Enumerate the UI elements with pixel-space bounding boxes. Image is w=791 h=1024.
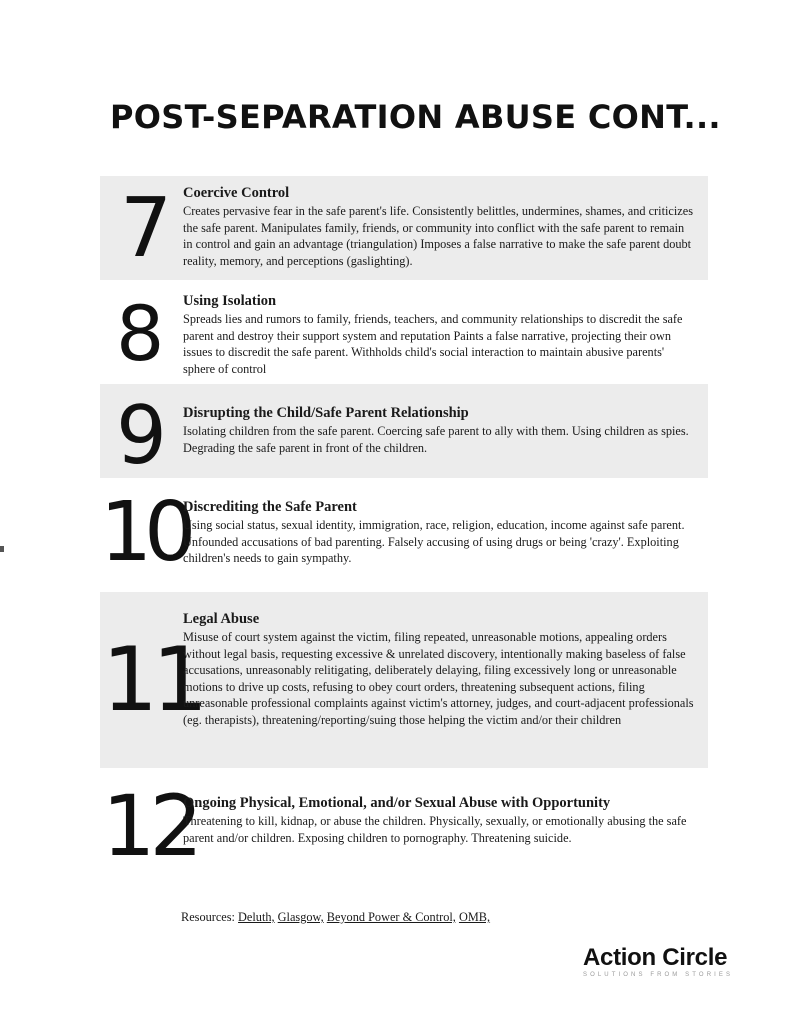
item-8-number: 8 xyxy=(116,289,165,378)
item-11-heading: Legal Abuse xyxy=(183,611,260,627)
resource-link-beyond-power-control[interactable]: Beyond Power & Control, xyxy=(326,910,456,924)
item-12-text: Threatening to kill, kidnap, or abuse the children. Physically, sexually, or emotionally abusing the safe parent and/or children. Exposing children to pornography. Threatening suicide. xyxy=(183,814,687,845)
logo-tagline: SOLUTIONS FROM STORIES xyxy=(583,972,734,978)
item-8-heading: Using Isolation xyxy=(183,293,277,309)
item-11-section xyxy=(100,592,708,768)
item-7-heading: Coercive Control xyxy=(183,185,290,201)
item-11-text: Misuse of court system against the victim, filing repeated, unreasonable motions, appealing orders without legal basis, requesting excessive & unrelated discovery, intentionally making baseless of false accusations, unreasonably relitigating, deliberately delaying, filing excessively long or unreasonable motions to drive up costs, refusing to obey court orders, threatening subsequent actions, filing unreasonable professional complaints against victim's attorney, judges, and court-adjacent professionals (eg. therapists), threatening/reporting/suing those helping the victim and/or their children xyxy=(183,630,694,727)
page-title: POST-SEPARATION ABUSE CONT... xyxy=(110,98,721,136)
item-12-number: 12 xyxy=(102,777,197,875)
item-7-section xyxy=(100,176,708,280)
resources-line xyxy=(181,910,490,925)
page-margin-mark xyxy=(0,546,4,552)
item-10-heading: Discrediting the Safe Parent xyxy=(183,499,357,515)
resource-link-glasgow[interactable]: Glasgow, xyxy=(277,910,324,924)
item-11-number: 11 xyxy=(102,628,202,731)
item-9-number: 9 xyxy=(116,389,167,482)
item-8-text: Spreads lies and rumors to family, friends, teachers, and community relationships to discredit the safe parent and destroy their support system and reputation Paints a false narrative, projecting their own issues to discredit the safe parent. Withholds child's social interaction to maintain abusive parents' sphere of control xyxy=(183,312,683,376)
item-8-section xyxy=(100,282,708,382)
item-12-section xyxy=(100,776,708,876)
item-9-heading: Disrupting the Child/Safe Parent Relationship xyxy=(183,405,469,421)
resource-link-deluth[interactable]: Deluth, xyxy=(238,910,275,924)
item-10-number: 10 xyxy=(100,485,189,580)
item-9-section xyxy=(100,384,708,482)
action-circle-logo xyxy=(583,946,753,978)
item-7-number: 7 xyxy=(120,181,173,276)
item-12-heading: Ongoing Physical, Emotional, and/or Sexual Abuse with Opportunity xyxy=(183,795,611,811)
resources-label: Resources: xyxy=(181,910,235,924)
item-9-text: Isolating children from the safe parent. Coercing safe parent to ally with them. Using children as spies. Degrading the safe parent in front of the children. xyxy=(183,424,689,455)
item-10-text: Using social status, sexual identity, immigration, race, religion, education, income against safe parent. Unfounded accusations of bad parenting. Falsely accusing of using drugs or being 'crazy'. Exploiting children's needs to gain sympathy. xyxy=(183,518,685,566)
item-10-section xyxy=(100,482,708,582)
item-7-text: Creates pervasive fear in the safe parent's life. Consistently belittles, undermines, shames, and criticizes the safe parent. Manipulates family, friends, or community into conflict with the safe parent to remain in control and gain an advantage (triangulation) Imposes a false narrative to make the safe parent doubt reality, memory, and perceptions (gaslighting). xyxy=(183,204,693,268)
resource-link-omb[interactable]: OMB, xyxy=(458,910,491,924)
logo-name: Action Circle xyxy=(583,944,728,971)
